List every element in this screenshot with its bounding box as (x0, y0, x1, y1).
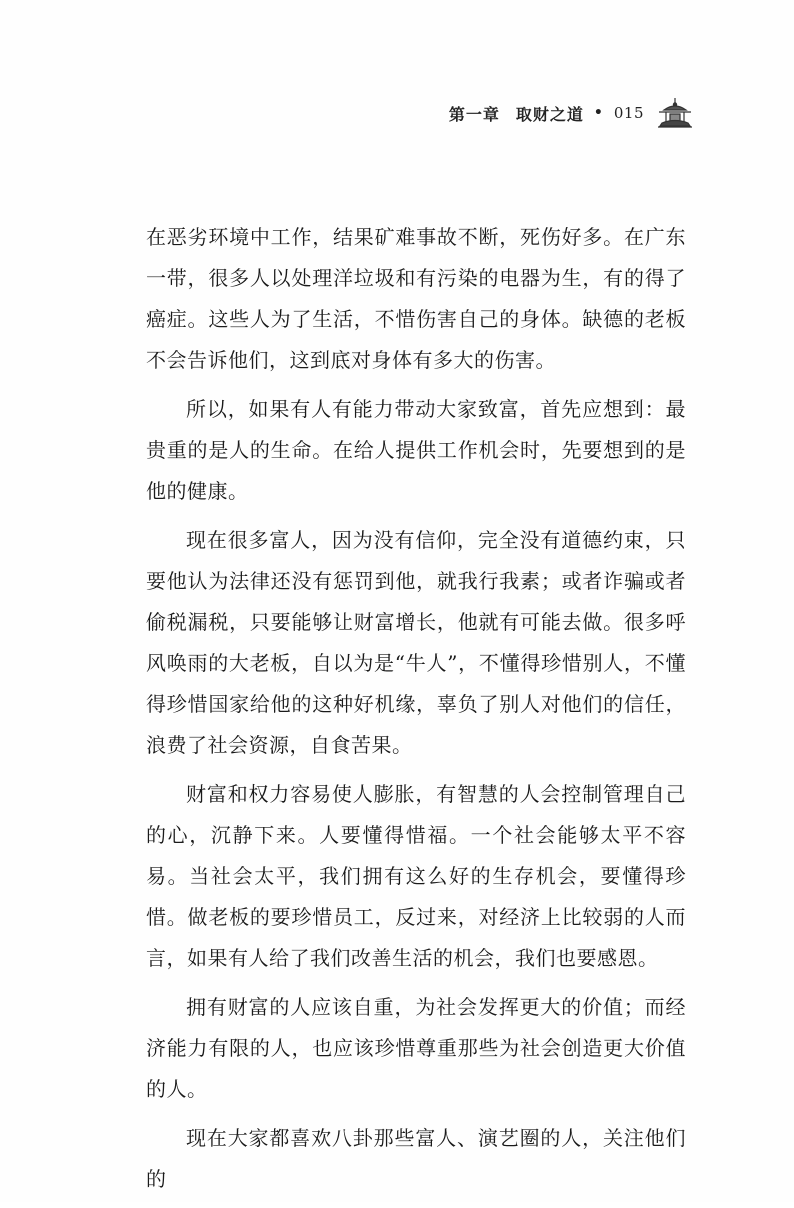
paragraph-6: 现在大家都喜欢八卦那些富人、演艺圈的人，关注他们的 (146, 1126, 686, 1191)
paragraph-1: 在恶劣环境中工作，结果矿难事故不断，死伤好多。在广东一带，很多人以处理洋垃圾和有污染的电器为生，有的得了癌症。这些人为了生活，不惜伤害自己的身体。缺德的老板不会告诉他们，这到底对身体有多大的伤害。 (146, 225, 686, 372)
header-bullet: • (593, 105, 604, 121)
page-number: 015 (613, 104, 644, 122)
paragraph-4: 财富和权力容易使人膨胀，有智慧的人会控制管理自己的心，沉静下来。人要懂得惜福。一个社会能够太平不容易。当社会太平，我们拥有这么好的生存机会，要懂得珍惜。做老板的要珍惜员工，反过来，对经济上比较弱的人而言，如果有人给了我们改善生活的机会，我们也要感恩。 (146, 782, 686, 970)
paragraph-5: 拥有财富的人应该自重，为社会发挥更大的价值；而经济能力有限的人，也应该珍惜尊重那些为社会创造更大价值的人。 (146, 995, 686, 1101)
chapter-label: 第一章 (448, 104, 500, 124)
body-text (146, 217, 686, 1208)
chapter-title: 取财之道 (515, 104, 584, 124)
paragraph-2: 所以，如果有人有能力带动大家致富，首先应想到：最贵重的是人的生命。在给人提供工作机会时，先要想到的是他的健康。 (146, 397, 686, 503)
paragraph-3: 现在很多富人，因为没有信仰，完全没有道德约束，只要他认为法律还没有惩罚到他，就我行我素；或者诈骗或者偷税漏税，只要能够让财富增长，他就有可能去做。很多呼风唤雨的大老板，自以为是“牛人”，不懂得珍惜别人，不懂得珍惜国家给他的这种好机缘，辜负了别人对他们的信任，浪费了社会资源，自食苦果。 (146, 528, 686, 757)
pagoda-ornament-icon (656, 96, 694, 130)
running-header (449, 96, 694, 130)
